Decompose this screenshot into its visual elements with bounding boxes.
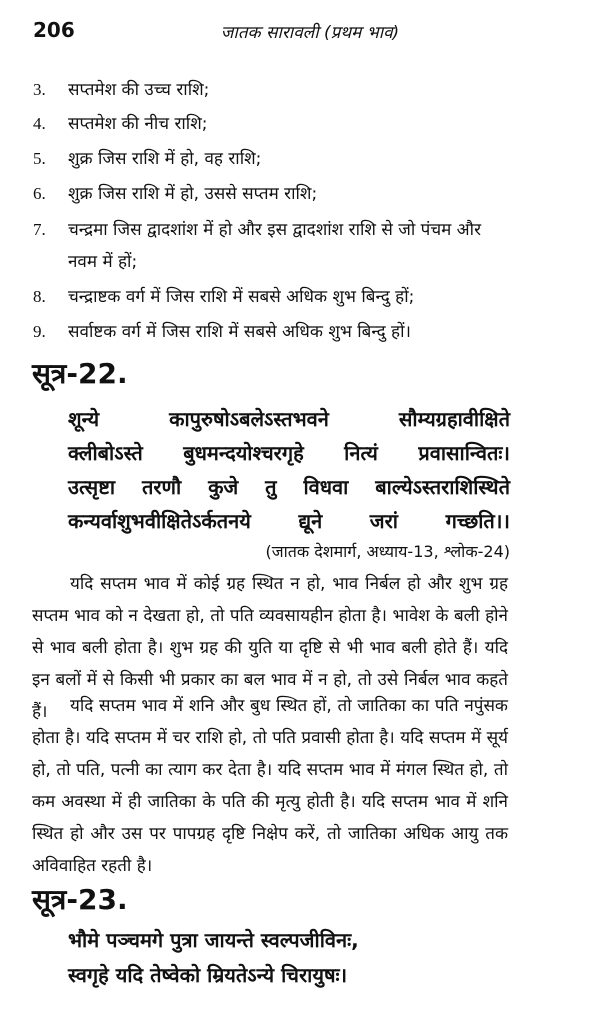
list-text: चन्द्राष्टक वर्ग में जिस राशि में सबसे अधिक शुभ बिन्दु हों; bbox=[68, 287, 415, 307]
paragraph: यदि सप्तम भाव में शनि और बुध स्थित हों, तो जातिका का पति नपुंसक होता है। यदि सप्तम में चर राशि हो, तो पति प्रवासी होता है। यदि सप्तम में सूर्य हो, तो पति, पत्नी का त्याग कर देता है। यदि सप्तम भाव में मंगल स्थित हो, तो कम अवस्था में ही जातिका के पति की मृत्यु होती है। यदि सप्तम भाव में शनि स्थित हो और उस पर पापग्रह दृष्टि निक्षेप करें, तो जातिका अधिक आयु तक अविवाहित रहती है। bbox=[32, 696, 508, 876]
list-number: 7. bbox=[33, 220, 46, 239]
list-text: शुक्र जिस राशि में हो, वह राशि; bbox=[68, 149, 262, 169]
sutra-22-verse bbox=[68, 402, 510, 538]
list-number: 9. bbox=[33, 322, 46, 341]
sutra-23-verse bbox=[68, 923, 359, 993]
list-item bbox=[33, 316, 513, 348]
list-number: 5. bbox=[33, 149, 46, 168]
list-item bbox=[33, 143, 513, 175]
verse-line: कन्यर्वाशुभवीक्षितेऽर्कतनये द्यूने जरां गच्छति।। bbox=[68, 509, 510, 533]
list-item bbox=[33, 178, 513, 210]
list-number: 8. bbox=[33, 287, 46, 306]
list-text: सर्वाष्टक वर्ग में जिस राशि में सबसे अधिक शुभ बिन्दु हों। bbox=[68, 322, 411, 342]
list-item bbox=[33, 74, 513, 106]
page-number: 206 bbox=[33, 18, 75, 42]
list-text: सप्तमेश की नीच राशि; bbox=[68, 114, 208, 134]
list-text: सप्तमेश की उच्च राशि; bbox=[68, 80, 210, 100]
verse-line: उत्सृष्टा तरणौ कुजे तु विधवा बाल्येऽस्तराशिस्थिते bbox=[68, 475, 510, 499]
list-item bbox=[33, 281, 513, 313]
list-text: शुक्र जिस राशि में हो, उससे सप्तम राशि; bbox=[68, 184, 318, 204]
list-number: 4. bbox=[33, 114, 46, 133]
list-text: चन्द्रमा जिस द्वादशांश में हो और इस द्वादशांश राशि से जो पंचम और नवम में हों; bbox=[68, 220, 482, 272]
citation: (जातक देशमार्ग, अध्याय-13, श्लोक-24) bbox=[265, 542, 510, 561]
running-title: जातक सारावली (प्रथम भाव) bbox=[220, 23, 400, 43]
list-number: 3. bbox=[33, 80, 46, 99]
list-number: 6. bbox=[33, 184, 46, 203]
verse-line: भौमे पञ्चमगे पुत्रा जायन्ते स्वल्पजीविनः, bbox=[68, 928, 359, 952]
paragraph: यदि सप्तम भाव में कोई ग्रह स्थित न हो, भाव निर्बल हो और शुभ ग्रह सप्तम भाव को न देखता हो, तो पति व्यवसायहीन होता है। भावेश के बली होने से भाव बली होता है। शुभ ग्रह की युति या दृष्टि से भी भाव बली होते हैं। यदि इन बलों में से किसी भी प्रकार का बल भाव में न हो, तो उसे निर्बल भाव कहते हैं। bbox=[32, 574, 508, 722]
list-item bbox=[33, 108, 513, 140]
sutra-22-heading: सूत्र-22. bbox=[32, 357, 128, 390]
verse-line: क्लीबोऽस्ते बुधमन्दयोश्चरगृहे नित्यं प्रवासान्वितः। bbox=[68, 441, 510, 465]
sutra-23-heading: सूत्र-23. bbox=[32, 883, 128, 916]
list-item bbox=[33, 214, 513, 278]
verse-line: स्वगृहे यदि तेष्वेको म्रियतेऽन्ये चिरायुषः। bbox=[68, 963, 348, 987]
verse-line: शून्ये कापुरुषोऽबलेऽस्तभवने सौम्यग्रहावीक्षिते bbox=[68, 407, 510, 431]
